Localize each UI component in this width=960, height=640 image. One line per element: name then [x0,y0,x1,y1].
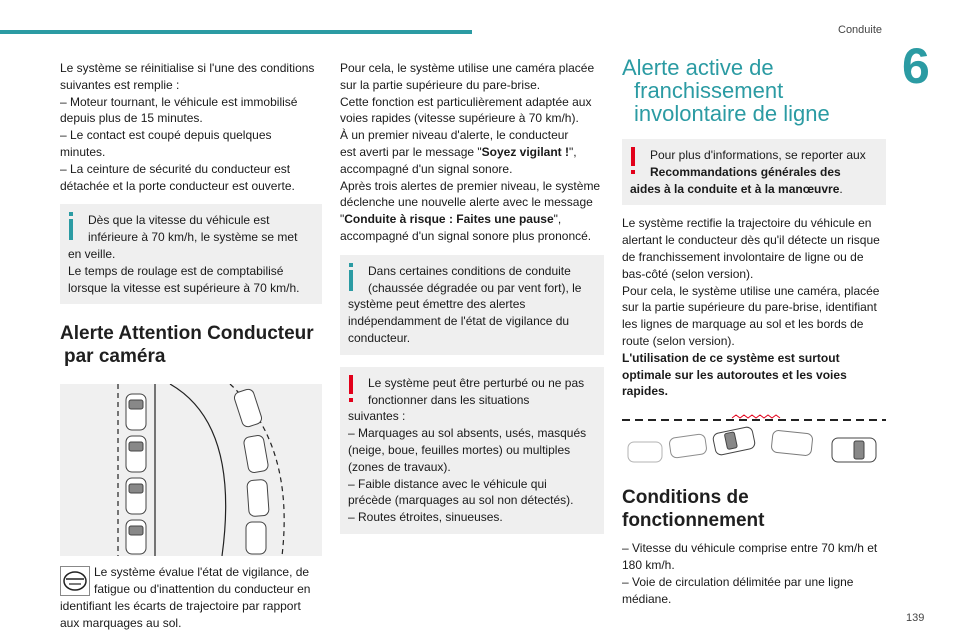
heading-line: involontaire de ligne [634,101,830,126]
driver-attention-item [60,564,322,631]
note-line: inférieure à 70 km/h, le système se met [88,230,298,245]
text-line: de franchissement involontaire de ligne ou de [622,249,864,264]
alert-message: Conduite à risque : Faites une pause [344,212,554,227]
note-line: – Faible distance avec le véhicule qui [348,476,547,491]
text-line [622,383,886,400]
note-line: (zones de travaux). [348,459,451,474]
conditions-list [622,540,886,607]
chapter-number: 6 [902,38,930,94]
note-line: système peut émettre des alertes [348,297,526,312]
note-line: (neige, boue, feuilles mortes) ou multiples [348,442,571,457]
lane-correction-illustration [622,414,886,474]
emphasis-text: optimale sur les autoroutes et les voies [622,367,847,382]
text-line: Cette fonction est particulièrement adaptée aux [340,94,592,109]
text-line: Le système évalue l'état de vigilance, de [94,565,310,580]
note-line: Dans certaines conditions de conduite [368,263,571,278]
note-line: Le système peut être perturbé ou ne pas [368,375,585,390]
note-line: (chaussée dégradée ou par vent fort), le [368,280,582,295]
heading-line: par caméra [64,346,166,368]
lane-assist-description [622,215,886,400]
info-icon [346,263,356,291]
alert-message: Soyez vigilant ! [481,144,570,159]
list-item: médiane. [622,591,672,606]
text-fragment: ", [569,144,577,159]
text-line: minutes. [60,144,106,159]
heading-line: Alerte active de [622,55,774,80]
page-number: 139 [906,612,925,624]
text-line: Pour cela, le système utilise une caméra placée [340,61,595,75]
text-line: aux marquages au sol. [60,615,182,630]
text-line: suivantes est remplie : [60,77,180,92]
car-icon [628,426,876,462]
note-line [630,164,878,181]
text-line [340,144,604,161]
list-item: 180 km/h. [622,557,675,572]
note-line: indépendamment de l'état de vigilance du [348,314,570,329]
heading-line: franchissement [634,78,784,103]
column-1 [60,60,322,632]
reference-text: aides à la conduite et à la manœuvre [630,181,840,196]
text-line: déclenche une nouvelle alerte avec le message [340,195,593,210]
note-line: Le temps de roulage est de comptabilisé [68,263,284,278]
text-line: fatigue ou d'inattention du conducteur en [94,582,311,597]
column-3 [622,56,886,607]
text-line: sur la partie supérieure du pare-brise, identifiant [622,300,877,315]
text-line: Pour cela, le système utilise une caméra, placée [622,283,880,298]
list-item: – Vitesse du véhicule comprise entre 70 km/h et [622,541,878,556]
text-line: Le système se réinitialise si l'une des conditions [60,61,315,75]
info-note [60,204,322,304]
driver-face-icon [60,566,90,596]
text-line: route (selon version). [622,333,735,348]
note-line: conducteur. [348,330,411,345]
note-line: lorsque la vitesse est supérieure à 70 km/h. [68,280,300,295]
text-line: bas-côté (selon version). [622,266,754,281]
warning-note [340,367,604,534]
warning-icon [628,147,638,175]
text-line: Après trois alertes de premier niveau, le système [340,178,601,193]
text-line [340,211,604,228]
emphasis-text: rapides. [622,384,669,399]
heading-line: Conditions de [622,487,749,509]
warning-note [622,139,886,205]
heading-line: fonctionnement [622,510,765,532]
note-line: – Routes étroites, sinueuses. [348,510,503,525]
text-line: alertant le conducteur dès qu'il détecte un risque [622,233,880,248]
text-line: À un premier niveau d'alerte, le conducteur [340,128,569,143]
note-line: précède (marquages au sol non détectés). [348,493,574,508]
text-line: accompagné d'un signal sonore plus prononcé. [340,228,592,243]
text-line [622,350,886,367]
list-item: – Voie de circulation délimitée par une ligne [622,574,854,589]
text-line: – La ceinture de sécurité du conducteur est [60,161,291,176]
note-line: Pour plus d'informations, se reporter aux [650,148,866,162]
text-fragment: . [839,181,843,196]
text-line [622,367,886,384]
text-fragment: " [340,212,345,227]
emphasis-text: L'utilisation de ce système est surtout [622,350,840,365]
note-line [630,181,878,198]
text-line: les lignes de marquage au sol et les bords de [622,317,864,332]
conditions-heading [622,486,886,532]
note-line: – Marquages au sol absents, usés, masqués [348,426,587,441]
info-icon [66,212,76,240]
text-line: – Moteur tournant, le véhicule est immobilisé [60,94,298,109]
text-line: détachée et la porte conducteur est ouverte. [60,178,295,193]
lane-illustration [60,384,322,556]
info-note [340,255,604,355]
section-title: Conduite [838,24,883,36]
section-heading [60,322,322,368]
heading-line: Alerte Attention Conducteur [60,323,314,345]
text-fragment: ", [553,212,562,227]
text-fragment: est averti par le message " [340,144,482,159]
note-line: Dès que la vitesse du véhicule est [88,213,270,228]
column-2 [340,60,604,534]
note-line: suivantes : [348,409,406,424]
text-line: depuis plus de 15 minutes. [60,111,203,126]
text-line: Le système rectifie la trajectoire du véhicule en [622,216,872,231]
note-line: fonctionner dans les situations [368,392,530,407]
reference-text: Recommandations générales des [650,164,841,179]
section-title-lane-assist [622,56,886,125]
text-line: accompagné d'un signal sonore. [340,161,513,176]
text-line: identifiant les écarts de trajectoire par rapport [60,598,301,613]
warning-icon [346,375,356,403]
text-line: – Le contact est coupé depuis quelques [60,128,272,143]
text-line: sur la partie supérieure du pare-brise. [340,77,541,92]
text-line: voies rapides (vitesse supérieure à 70 km/h). [340,111,579,126]
note-line: en veille. [68,246,116,261]
header-accent-bar [0,30,472,34]
